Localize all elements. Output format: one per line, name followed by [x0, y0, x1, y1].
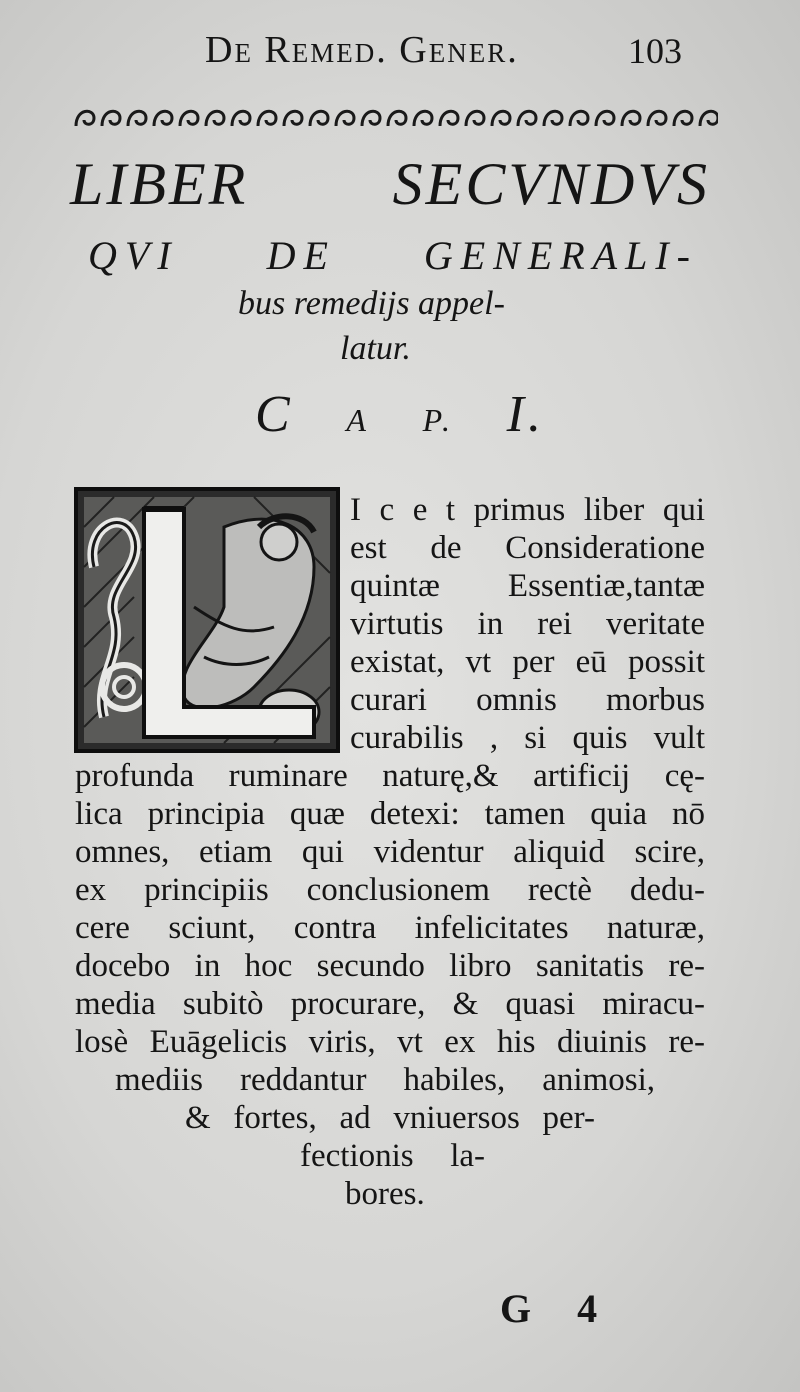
body-line: ex principiis conclusionem rectè dedu- [75, 872, 705, 908]
body-line: profunda ruminare naturę,& artificij cę- [75, 758, 705, 794]
ornament-scroll [518, 111, 536, 126]
title-word-generali: GENERALI- [423, 233, 698, 278]
ornament-scroll [76, 111, 94, 126]
ornament-scroll [180, 111, 198, 126]
body-line: docebo in hoc secundo libro sanitatis re- [75, 948, 705, 984]
body-line: est de Consideratione [350, 530, 705, 566]
ornament-scroll [362, 111, 380, 126]
ornament-scroll [128, 111, 146, 126]
ornament-scroll [622, 111, 640, 126]
chapter-cap-p: P. [422, 402, 454, 438]
body-line: existat, vt per eū possit [350, 644, 705, 680]
ornament-scroll [648, 111, 666, 126]
ornament-scroll [492, 111, 510, 126]
page-header [0, 28, 800, 78]
body-line: I c e t primus liber qui [350, 492, 705, 528]
ornament-scroll [570, 111, 588, 126]
body-line: lica principia quæ detexi: tamen quia nō [75, 796, 705, 832]
ornament-scroll [284, 111, 302, 126]
decorated-initial-woodcut [74, 487, 340, 753]
chapter-heading [255, 385, 545, 444]
ornament-scroll [258, 111, 276, 126]
body-line: fectionis la- [300, 1138, 485, 1174]
ornament-scroll [232, 111, 250, 126]
ornament-scroll [206, 111, 224, 126]
title-word-de: DE [266, 233, 336, 278]
body-line: omnes, etiam qui videntur aliquid scire, [75, 834, 705, 870]
ornament-scroll [674, 111, 692, 126]
ornament-scroll [596, 111, 614, 126]
title-line-3: bus remedijs appel- [238, 285, 505, 322]
title-line-1 [70, 150, 710, 219]
body-line: curabilis , si quis vult [350, 720, 705, 756]
chapter-cap-a: A [346, 402, 370, 438]
chapter-number: I. [506, 386, 545, 443]
ornament-scroll [310, 111, 328, 126]
body-line: media subitò procurare, & quasi miracu- [75, 986, 705, 1022]
title-line-2 [88, 232, 698, 279]
body-line: losè Euāgelicis viris, vt ex his diuinis re- [75, 1024, 705, 1060]
body-line: virtutis in rei veritate [350, 606, 705, 642]
title-line-4: latur. [340, 330, 411, 367]
ornament-scroll [102, 111, 120, 126]
body-line: curari omnis morbus [350, 682, 705, 718]
title-word-qui: QVI [88, 233, 179, 278]
chapter-cap-c: C [255, 386, 294, 443]
ornament-scroll [388, 111, 406, 126]
body-line: bores. [345, 1176, 425, 1212]
running-head: De Remed. Gener. [205, 29, 519, 71]
title-word-secundus: SECVNDVS [392, 151, 710, 217]
body-line: & fortes, ad vniuersos per- [185, 1100, 595, 1136]
ornament-scroll [336, 111, 354, 126]
ornament-scroll [466, 111, 484, 126]
ornament-scroll [544, 111, 562, 126]
ornament-scroll [154, 111, 172, 126]
body-line: quintæ Essentiæ,tantæ [350, 568, 705, 604]
body-line: mediis reddantur habiles, animosi, [115, 1062, 655, 1098]
signature-mark: G 4 [500, 1286, 616, 1331]
body-line: cere sciunt, contra infelicitates naturæ, [75, 910, 705, 946]
ornamental-border [68, 100, 718, 136]
ornament-scroll [440, 111, 458, 126]
page-number: 103 [628, 31, 682, 71]
ornament-scroll [700, 111, 718, 126]
ornament-scroll [414, 111, 432, 126]
title-word-liber: LIBER [70, 151, 249, 217]
